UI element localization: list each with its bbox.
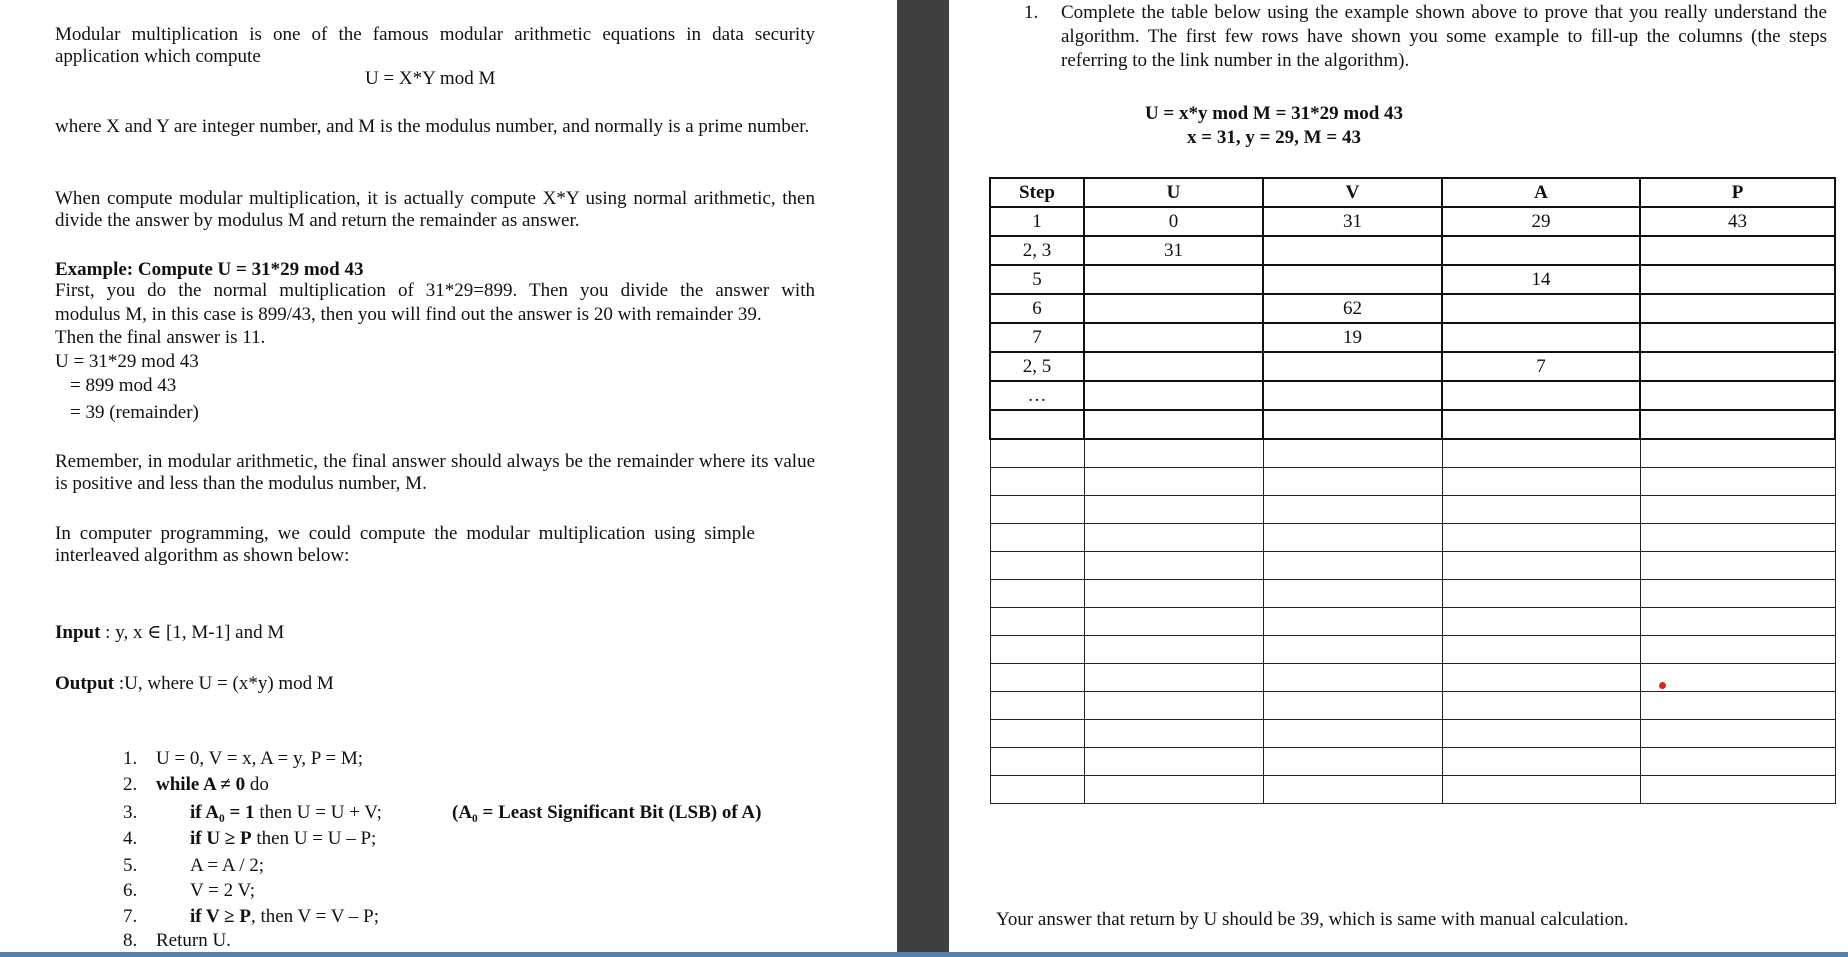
- table-row-empty: [990, 468, 1835, 496]
- cell-p[interactable]: [1640, 236, 1835, 265]
- question-number: 1.: [1024, 2, 1039, 23]
- cell-a[interactable]: [1442, 410, 1640, 439]
- table-row: [990, 323, 1835, 352]
- empty-cell-step[interactable]: [990, 776, 1084, 804]
- algorithm-step-text: then U = U – P;: [251, 828, 377, 849]
- empty-cell-u[interactable]: [1084, 552, 1263, 580]
- equation-2: x = 31, y = 29, M = 43: [1187, 127, 1361, 148]
- empty-cell-p[interactable]: [1640, 580, 1835, 608]
- table-row-empty: [990, 608, 1835, 636]
- algorithm-step-number: 7.: [123, 906, 138, 927]
- table-row-empty: [990, 720, 1835, 748]
- empty-cell-u[interactable]: [1084, 496, 1263, 524]
- empty-cell-step[interactable]: [990, 439, 1084, 468]
- empty-cell-v[interactable]: [1263, 439, 1442, 468]
- table-row-empty: [990, 496, 1835, 524]
- cell-p[interactable]: 43: [1640, 207, 1835, 236]
- empty-cell-step[interactable]: [990, 692, 1084, 720]
- calc-line-1: U = 31*29 mod 43: [55, 351, 199, 372]
- empty-cell-step[interactable]: [990, 524, 1084, 552]
- empty-cell-p[interactable]: [1640, 748, 1835, 776]
- empty-cell-p[interactable]: [1640, 664, 1835, 692]
- where-paragraph: where X and Y are integer number, and M is the modulus number, and normally is a prime number.: [55, 116, 810, 137]
- cell-step[interactable]: 6: [990, 294, 1084, 323]
- cell-v[interactable]: [1263, 352, 1442, 381]
- empty-cell-p[interactable]: [1640, 608, 1835, 636]
- table-header-row: [990, 178, 1835, 207]
- header-step: Step: [990, 178, 1084, 207]
- table-row-empty: [990, 776, 1835, 804]
- answer-note: Your answer that return by U should be 39, which is same with manual calculation.: [996, 909, 1629, 930]
- empty-cell-u[interactable]: [1084, 720, 1263, 748]
- cell-u[interactable]: 31: [1084, 236, 1263, 265]
- table-row-empty: [990, 552, 1835, 580]
- cell-p[interactable]: [1640, 265, 1835, 294]
- algorithm-step-text: , then V = V – P;: [250, 906, 380, 927]
- empty-cell-u[interactable]: [1084, 776, 1263, 804]
- empty-cell-a[interactable]: [1442, 748, 1640, 776]
- empty-cell-a[interactable]: [1442, 692, 1640, 720]
- empty-cell-v[interactable]: [1263, 636, 1442, 664]
- empty-cell-u[interactable]: [1084, 664, 1263, 692]
- cell-step[interactable]: 1: [990, 207, 1084, 236]
- empty-cell-a[interactable]: [1442, 524, 1640, 552]
- cell-step[interactable]: …: [990, 381, 1084, 410]
- empty-cell-step[interactable]: [990, 468, 1084, 496]
- output-text: :U, where U = (x*y) mod M: [114, 673, 334, 694]
- empty-cell-p[interactable]: [1640, 692, 1835, 720]
- header-a: A: [1442, 178, 1640, 207]
- cell-a[interactable]: [1442, 236, 1640, 265]
- empty-cell-a[interactable]: [1442, 608, 1640, 636]
- cell-u[interactable]: [1084, 265, 1263, 294]
- empty-cell-a[interactable]: [1442, 468, 1640, 496]
- table-row: [990, 294, 1835, 323]
- algorithm-step-number: 1.: [123, 748, 138, 769]
- cell-u[interactable]: 0: [1084, 207, 1263, 236]
- empty-cell-a[interactable]: [1442, 776, 1640, 804]
- intro-paragraph: Modular multiplication is one of the famous modular arithmetic equations in data security application which compute: [55, 24, 815, 67]
- algorithm-step-condition: if V ≥ P: [190, 906, 251, 927]
- table-row-empty: [990, 580, 1835, 608]
- empty-cell-a[interactable]: [1442, 720, 1640, 748]
- programming-paragraph: In computer programming, we could compute the modular multiplication using simple interleaved algorithm as shown below:: [55, 523, 755, 566]
- cell-v[interactable]: [1263, 381, 1442, 410]
- empty-cell-v[interactable]: [1263, 692, 1442, 720]
- input-label: Input: [55, 622, 101, 643]
- table-row: [990, 265, 1835, 294]
- empty-cell-step[interactable]: [990, 664, 1084, 692]
- algorithm-step-condition: if A₀ = 1: [190, 802, 255, 823]
- algorithm-step-condition: while A ≠ 0: [156, 774, 246, 795]
- algorithm-step-number: 5.: [123, 855, 138, 876]
- algorithm-step-text: U = 0, V = x, A = y, P = M;: [156, 748, 364, 769]
- question-text: Complete the table below using the example shown above to prove that you really understand the algorithm. The first few rows have shown you some example to fill-up the columns (the steps referring to the link number in the algorithm).: [1061, 2, 1827, 71]
- table-row-empty: [990, 524, 1835, 552]
- empty-cell-u[interactable]: [1084, 748, 1263, 776]
- input-text: : y, x ∈ [1, M-1] and M: [100, 622, 285, 643]
- empty-cell-a[interactable]: [1442, 552, 1640, 580]
- empty-cell-step[interactable]: [990, 496, 1084, 524]
- example-line-3: Then the final answer is 11.: [55, 327, 266, 348]
- cell-a[interactable]: [1442, 381, 1640, 410]
- empty-cell-u[interactable]: [1084, 636, 1263, 664]
- empty-cell-v[interactable]: [1263, 524, 1442, 552]
- cell-v[interactable]: [1263, 410, 1442, 439]
- empty-cell-step[interactable]: [990, 748, 1084, 776]
- cell-v[interactable]: 31: [1263, 207, 1442, 236]
- algorithm-step-text: then U = U + V;: [254, 802, 382, 823]
- cell-p[interactable]: [1640, 294, 1835, 323]
- algorithm-step-number: 3.: [123, 802, 138, 823]
- empty-cell-v[interactable]: [1263, 608, 1442, 636]
- empty-cell-v[interactable]: [1263, 580, 1442, 608]
- cell-u[interactable]: [1084, 323, 1263, 352]
- cell-p[interactable]: [1640, 352, 1835, 381]
- equation-1: U = x*y mod M = 31*29 mod 43: [1144, 103, 1404, 124]
- empty-cell-v[interactable]: [1263, 720, 1442, 748]
- cell-v[interactable]: [1263, 265, 1442, 294]
- header-u: U: [1084, 178, 1263, 207]
- algorithm-step-text: A = A / 2;: [190, 855, 265, 876]
- empty-cell-v[interactable]: [1263, 664, 1442, 692]
- cell-u[interactable]: [1084, 410, 1263, 439]
- table-row-empty: [990, 664, 1835, 692]
- cell-u[interactable]: [1084, 381, 1263, 410]
- algorithm-step-text: do: [245, 774, 269, 795]
- cell-a[interactable]: [1442, 323, 1640, 352]
- empty-cell-u[interactable]: [1084, 524, 1263, 552]
- empty-cell-p[interactable]: [1640, 468, 1835, 496]
- algorithm-step: [156, 748, 363, 770]
- window-bottom-edge: [0, 952, 1848, 957]
- formula: U = X*Y mod M: [365, 68, 496, 89]
- cell-a[interactable]: 14: [1442, 265, 1640, 294]
- cell-step[interactable]: 2, 3: [990, 236, 1084, 265]
- cell-p[interactable]: [1640, 381, 1835, 410]
- empty-cell-step[interactable]: [990, 636, 1084, 664]
- table-row-empty: [990, 692, 1835, 720]
- example-line-1: First, you do the normal multiplication of 31*29=899. Then you divide the answer with: [55, 280, 815, 301]
- algorithm-step: [190, 880, 255, 902]
- algorithm-step: [156, 930, 231, 952]
- algorithm-step-number: 2.: [123, 774, 138, 795]
- table-row-empty: [990, 636, 1835, 664]
- empty-cell-v[interactable]: [1263, 552, 1442, 580]
- cell-step[interactable]: 2, 5: [990, 352, 1084, 381]
- empty-cell-u[interactable]: [1084, 580, 1263, 608]
- empty-cell-p[interactable]: [1640, 439, 1835, 468]
- algorithm-step-number: 6.: [123, 880, 138, 901]
- empty-cell-u[interactable]: [1084, 439, 1263, 468]
- cell-v[interactable]: 62: [1263, 294, 1442, 323]
- empty-cell-step[interactable]: [990, 552, 1084, 580]
- example-heading: Example: Compute U = 31*29 mod 43: [55, 259, 364, 280]
- empty-cell-step[interactable]: [990, 580, 1084, 608]
- empty-cell-p[interactable]: [1640, 496, 1835, 524]
- empty-cell-a[interactable]: [1442, 664, 1640, 692]
- empty-cell-u[interactable]: [1084, 468, 1263, 496]
- cell-p[interactable]: [1640, 410, 1835, 439]
- empty-cell-p[interactable]: [1640, 552, 1835, 580]
- compute-paragraph: When compute modular multiplication, it is actually compute X*Y using normal arithmetic, then divide the answer by modulus M and return the remainder as answer.: [55, 188, 815, 231]
- table-body: [990, 207, 1835, 804]
- empty-cell-step[interactable]: [990, 608, 1084, 636]
- algorithm-step-text: Return U.: [156, 930, 231, 951]
- algorithm-step-number: 4.: [123, 828, 138, 849]
- cell-a[interactable]: 7: [1442, 352, 1640, 381]
- output-label: Output: [55, 673, 115, 694]
- algorithm-step: [156, 774, 269, 796]
- empty-cell-v[interactable]: [1263, 468, 1442, 496]
- calc-line-2: = 899 mod 43: [70, 375, 177, 396]
- algorithm-step: [190, 828, 376, 850]
- empty-cell-u[interactable]: [1084, 692, 1263, 720]
- example-line-2: modulus M, in this case is 899/43, then you will find out the answer is 20 with remainder 39.: [55, 304, 762, 325]
- table-row-empty: [990, 439, 1835, 468]
- cell-a[interactable]: [1442, 294, 1640, 323]
- empty-cell-a[interactable]: [1442, 496, 1640, 524]
- empty-cell-v[interactable]: [1263, 748, 1442, 776]
- cell-u[interactable]: [1084, 352, 1263, 381]
- empty-cell-v[interactable]: [1263, 776, 1442, 804]
- lsb-note: (A₀ = Least Significant Bit (LSB) of A): [452, 802, 762, 823]
- empty-cell-step[interactable]: [990, 720, 1084, 748]
- table-row: [990, 381, 1835, 410]
- empty-cell-a[interactable]: [1442, 580, 1640, 608]
- cell-a[interactable]: 29: [1442, 207, 1640, 236]
- cell-step[interactable]: 7: [990, 323, 1084, 352]
- table-row: [990, 352, 1835, 381]
- input-line: [55, 622, 284, 644]
- steps-table: [989, 177, 1836, 804]
- table-row: [990, 410, 1835, 439]
- table-row-empty: [990, 748, 1835, 776]
- remember-paragraph: Remember, in modular arithmetic, the final answer should always be the remainder where its value is positive and less than the modulus number, M.: [55, 451, 815, 494]
- page-gutter: [897, 0, 949, 957]
- algorithm-step-text: V = 2 V;: [190, 880, 256, 901]
- empty-cell-u[interactable]: [1084, 608, 1263, 636]
- empty-cell-a[interactable]: [1442, 636, 1640, 664]
- header-p: P: [1640, 178, 1835, 207]
- cell-u[interactable]: [1084, 294, 1263, 323]
- cell-v[interactable]: [1263, 236, 1442, 265]
- cell-step[interactable]: 5: [990, 265, 1084, 294]
- algorithm-step: [190, 906, 379, 928]
- table-row: [990, 207, 1835, 236]
- cell-step[interactable]: [990, 410, 1084, 439]
- empty-cell-p[interactable]: [1640, 524, 1835, 552]
- cell-v[interactable]: 19: [1263, 323, 1442, 352]
- algorithm-step: [190, 855, 264, 877]
- header-v: V: [1263, 178, 1442, 207]
- algorithm-step-number: 8.: [123, 930, 138, 951]
- algorithm-step-condition: if U ≥ P: [190, 828, 252, 849]
- table-row: [990, 236, 1835, 265]
- empty-cell-v[interactable]: [1263, 496, 1442, 524]
- empty-cell-p[interactable]: [1640, 776, 1835, 804]
- cell-p[interactable]: [1640, 323, 1835, 352]
- empty-cell-p[interactable]: [1640, 720, 1835, 748]
- red-dot-mark: [1659, 682, 1666, 689]
- empty-cell-p[interactable]: [1640, 636, 1835, 664]
- algorithm-step: [190, 802, 382, 824]
- output-line: [55, 673, 334, 695]
- calc-line-3: = 39 (remainder): [70, 402, 199, 423]
- empty-cell-a[interactable]: [1442, 439, 1640, 468]
